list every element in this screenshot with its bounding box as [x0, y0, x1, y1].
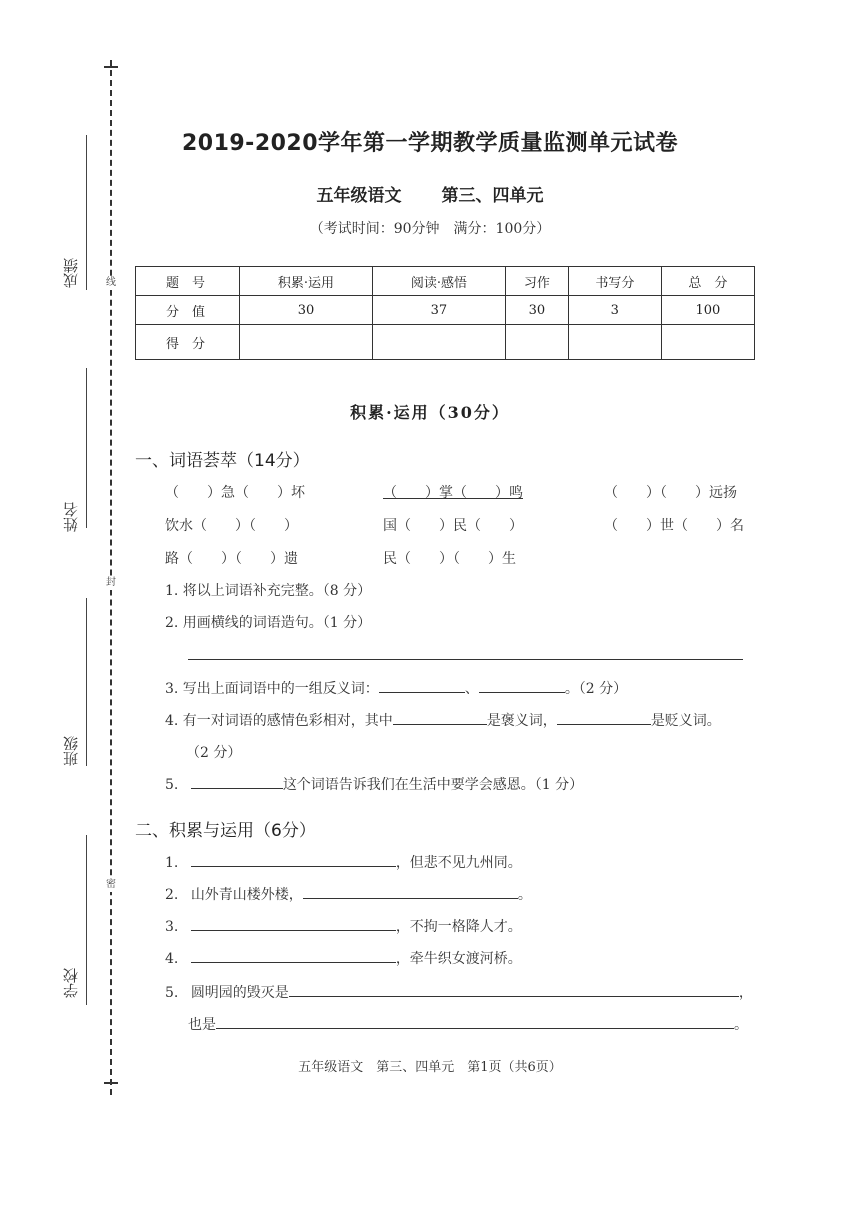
- poem-item: [165, 916, 522, 936]
- table-cell: 37: [372, 296, 505, 325]
- table-row-label: 分 值: [136, 296, 240, 325]
- question-text: ，但悲不见九州同。: [395, 855, 522, 871]
- table-header-cell: 书写分: [568, 267, 661, 296]
- question-text: 。（2 分）: [564, 681, 628, 697]
- word-item[interactable]: 国（ ）民（ ）: [383, 518, 523, 534]
- poem-item: [165, 884, 532, 904]
- answer-blank[interactable]: [191, 774, 283, 789]
- section-title: 积累·运用（30分）: [350, 403, 510, 422]
- answer-blank[interactable]: [289, 982, 739, 997]
- margin-char-closed: 密: [106, 879, 116, 890]
- poem-item: [165, 948, 522, 968]
- score-entry-cell[interactable]: [505, 325, 568, 360]
- question-5-part2-cont: [188, 1014, 748, 1034]
- question-text: 。: [734, 1017, 748, 1033]
- question-4: [165, 710, 721, 730]
- word-item[interactable]: 路（ ）（ ）遗: [165, 551, 298, 567]
- exam-subtitle: [0, 181, 860, 206]
- question-text: ，不拘一格降人才。: [395, 919, 522, 935]
- word-item[interactable]: （ ）世（ ）名: [604, 518, 744, 534]
- grade-subject: 五年级语文: [316, 186, 402, 206]
- question-5-part2: [165, 982, 753, 1002]
- exam-title: 2019-2020学年第一学期教学质量监测单元试卷: [181, 131, 679, 156]
- question-text: 3. 写出上面词语中的一组反义词：: [165, 681, 379, 697]
- class-write-line[interactable]: [86, 598, 87, 766]
- answer-blank[interactable]: [479, 678, 565, 693]
- answer-blank[interactable]: [557, 710, 651, 725]
- question-text: ，牵牛织女渡河桥。: [395, 951, 522, 967]
- table-header-cell: 积累·运用: [240, 267, 373, 296]
- score-table-header-row: [136, 267, 755, 296]
- question-text: 这个词语告诉我们在生活中要学会感恩。（1 分）: [282, 777, 584, 793]
- part1-heading: 一、词语荟萃（14分）: [135, 451, 310, 471]
- answer-blank[interactable]: [393, 710, 487, 725]
- table-header-cell: 总 分: [661, 267, 754, 296]
- margin-tick-bottom: [104, 1082, 118, 1084]
- question-text: 是褒义词，: [486, 713, 557, 729]
- name-label: 姓名: [62, 502, 80, 532]
- question-text: ，: [738, 985, 753, 1001]
- table-header-cell: 习作: [505, 267, 568, 296]
- question-4-score: （2 分）: [186, 745, 242, 761]
- question-5: [165, 774, 583, 794]
- table-header-cell: 题 号: [136, 267, 240, 296]
- table-header-cell: 阅读·感悟: [372, 267, 505, 296]
- word-item[interactable]: 民（ ）（ ）生: [383, 551, 516, 567]
- school-label: 学校: [62, 968, 80, 998]
- name-write-line[interactable]: [86, 368, 87, 528]
- score-entry-cell[interactable]: [568, 325, 661, 360]
- question-number: 4.: [165, 951, 179, 967]
- question-text: 也是: [188, 1017, 216, 1033]
- answer-blank[interactable]: [379, 678, 465, 693]
- word-item[interactable]: （ ）（ ）远扬: [604, 485, 737, 501]
- question-number: 3.: [165, 919, 179, 935]
- answer-blank[interactable]: [216, 1014, 734, 1029]
- class-label: 班级: [62, 736, 80, 766]
- question-text: 山外青山楼外楼，: [190, 887, 303, 903]
- question-number: 2.: [165, 887, 179, 903]
- score-entry-cell[interactable]: [372, 325, 505, 360]
- question-2: 2. 用画横线的词语造句。（1 分）: [165, 615, 372, 631]
- answer-line[interactable]: [188, 659, 743, 660]
- table-row-label: 得 分: [136, 325, 240, 360]
- word-item[interactable]: （ ）急（ ）坏: [165, 485, 305, 501]
- unit-range: 第三、四单元: [441, 186, 544, 206]
- question-text: 、: [464, 681, 479, 697]
- score-table: [135, 266, 755, 360]
- score-write-line[interactable]: [86, 135, 87, 290]
- question-number: 5.: [165, 777, 179, 793]
- page-footer: 五年级语文 第三、四单元 第1页（共6页）: [298, 1060, 562, 1075]
- question-text: 是贬义词。: [650, 713, 721, 729]
- score-entry-cell[interactable]: [240, 325, 373, 360]
- poem-item: [165, 852, 522, 872]
- answer-blank[interactable]: [191, 852, 396, 867]
- table-cell: 3: [568, 296, 661, 325]
- exam-info: （考试时间：90分钟 满分：100分）: [309, 221, 551, 237]
- score-table-value-row: [136, 296, 755, 325]
- answer-blank[interactable]: [191, 948, 396, 963]
- question-number: 1.: [165, 855, 179, 871]
- question-number: 5.: [165, 985, 179, 1001]
- word-item[interactable]: 饮水（ ）（ ）: [165, 518, 298, 534]
- score-table-score-row: [136, 325, 755, 360]
- margin-tick-top: [104, 66, 118, 68]
- question-text: 4. 有一对词语的感情色彩相对，其中: [165, 713, 393, 729]
- school-write-line[interactable]: [86, 835, 87, 1005]
- question-text: 圆明园的毁灭是: [190, 985, 289, 1001]
- answer-blank[interactable]: [191, 916, 396, 931]
- margin-char-seal: 封: [106, 577, 116, 588]
- margin-char-line: 线: [106, 277, 116, 288]
- question-3: [165, 678, 627, 698]
- score-label: 成绩: [62, 258, 80, 288]
- answer-blank[interactable]: [303, 884, 518, 899]
- table-cell: 30: [505, 296, 568, 325]
- table-cell: 100: [661, 296, 754, 325]
- question-text: 。: [517, 887, 532, 903]
- table-cell: 30: [240, 296, 373, 325]
- question-1: 1. 将以上词语补充完整。（8 分）: [165, 583, 372, 599]
- word-item-underlined[interactable]: （ ）掌（ ）鸣: [383, 485, 523, 501]
- part2-heading: 二、积累与运用（6分）: [135, 821, 316, 841]
- score-entry-cell[interactable]: [661, 325, 754, 360]
